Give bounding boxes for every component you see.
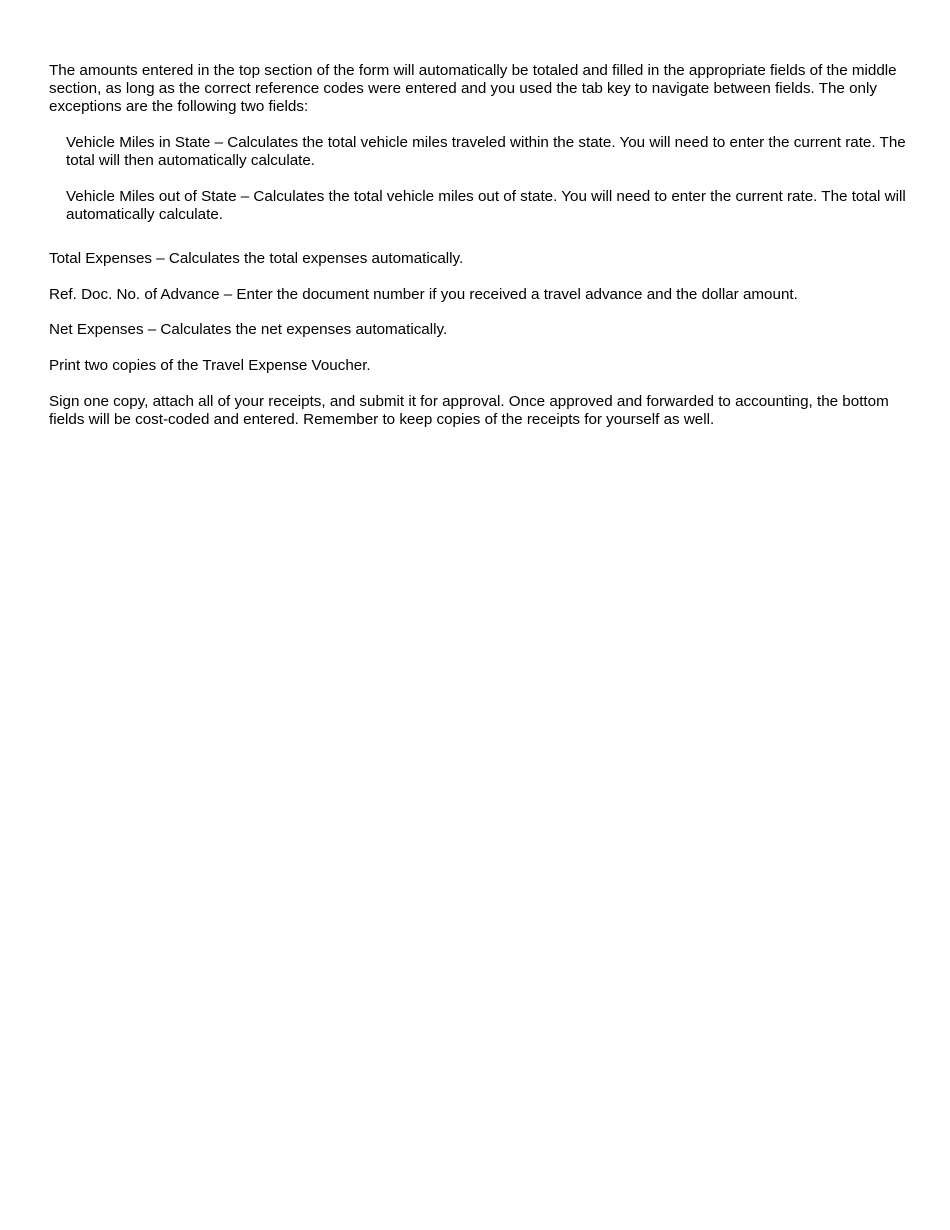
instructions-body (49, 62, 929, 429)
exception-vehicle-miles-out-of-state: Vehicle Miles out of State – Calculates the total vehicle miles out of state. You will need to enter the current rate. The total will automatically calculate. (66, 188, 906, 223)
exception-vehicle-miles-in-state: Vehicle Miles in State – Calculates the total vehicle miles traveled within the state. You will need to enter the current rate. The total will then automatically calculate. (66, 134, 906, 169)
intro-paragraph: The amounts entered in the top section of the form will automatically be totaled and filled in the appropriate fields of the middle section, as long as the correct reference codes were entered and you used the tab key to navigate between fields. The only exceptions are the following two fields: (49, 62, 897, 115)
ref-doc-no-paragraph: Ref. Doc. No. of Advance – Enter the document number if you received a travel advance and the dollar amount. (49, 286, 798, 303)
print-copies-paragraph: Print two copies of the Travel Expense Voucher. (49, 357, 371, 374)
net-expenses-paragraph: Net Expenses – Calculates the net expenses automatically. (49, 321, 448, 338)
total-expenses-paragraph: Total Expenses – Calculates the total expenses automatically. (49, 250, 464, 267)
sign-submit-paragraph: Sign one copy, attach all of your receipts, and submit it for approval. Once approved and forwarded to accounting, the bottom fields will be cost-coded and entered. Remember to keep copies of the receipts for yourself as well. (49, 393, 889, 428)
